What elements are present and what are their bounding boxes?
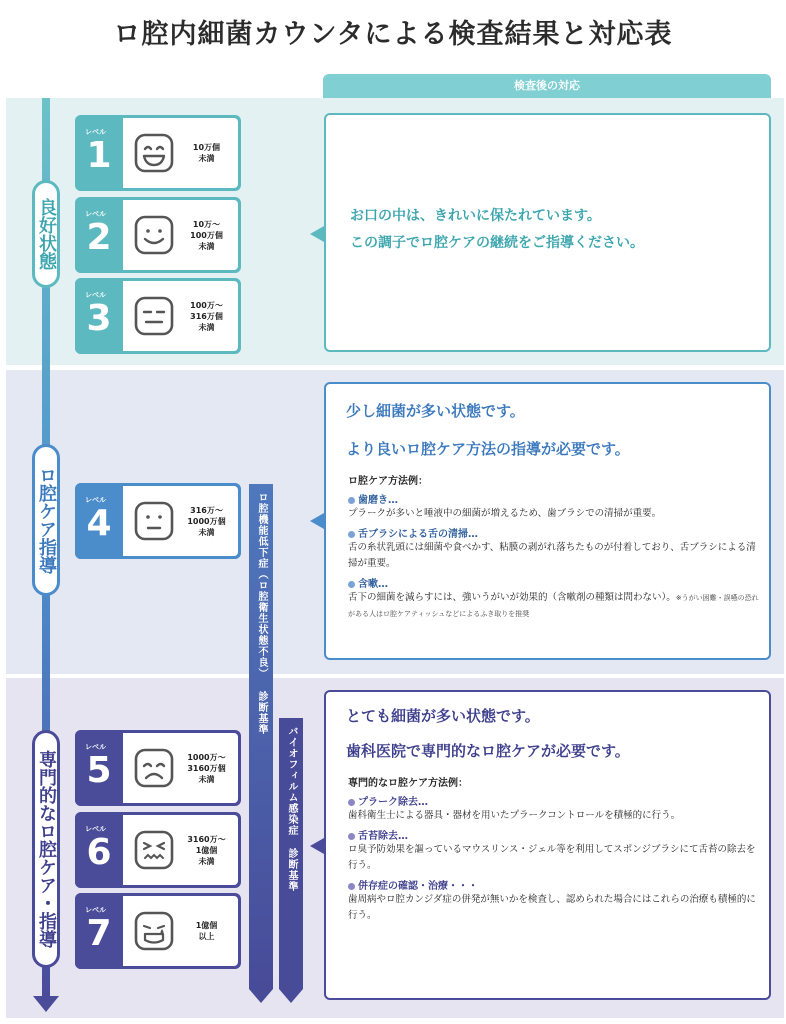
smile-face-icon (133, 214, 175, 256)
method-note: ※うがい困難・誤嚥の恐れがある人はロ腔ケアティッシュなどによるふき取りを推奨 (348, 594, 759, 618)
bacteria-count: 10万〜 100万個 未満 (190, 219, 223, 251)
method-desc: 舌下の細菌を減らすには、強いうがいが効果的（含嗽剤の種類は問わない）。 (348, 592, 676, 603)
bacteria-count: 316万〜 1000万個 未満 (187, 505, 226, 537)
page-title: ロ腔内細菌カウンタによる検査結果と対応表 (113, 19, 673, 50)
method-desc: 歯周病やロ腔カンジダ症の併発が無いかを検査し、認められた場合にはこれらの治療も積極的に行う。 (348, 894, 756, 921)
method-label: 舌苔除去… (358, 831, 408, 842)
level-label: レベル (85, 825, 106, 833)
method-label: 併存症の確認・治療・・・ (358, 881, 478, 892)
method-desc: プラークが多いと唾液中の細菌が増えるため、歯ブラシでの清掃が重要。 (348, 508, 662, 519)
level-card-5 (75, 730, 241, 806)
response-heading: より良いロ腔ケア方法の指導が必要です。 (346, 440, 630, 458)
pointer-1 (310, 226, 324, 242)
level-number: 5 (86, 750, 112, 791)
bacteria-count: 1000万〜 3160万個 未満 (187, 752, 226, 784)
criteria-bar-tip (249, 989, 273, 1003)
level-number: 2 (86, 217, 112, 258)
bullet-icon (348, 497, 355, 504)
level-number: 6 (86, 832, 112, 873)
group-label-guidance: ロ腔ケア指導 (32, 444, 60, 596)
crying-face-icon (133, 910, 175, 952)
method-desc: 舌の糸状乳頭には細菌や食べかす、粘膜の剥がれ落ちたものが付着しており、舌ブラシによる清掃が重要。 (348, 542, 756, 569)
column-header: 検査後の対応 (323, 74, 771, 98)
response-box-guidance (324, 382, 771, 660)
level-label: レベル (85, 210, 106, 218)
level-card-1 (75, 115, 241, 191)
method-desc: ロ臭予防効果を謳っているマウスリンス・ジェル等を利用してスポンジブラシにて舌苔の除去を行う。 (348, 844, 756, 871)
bacteria-count: 10万個 未満 (192, 143, 221, 163)
response-box-expert (324, 690, 771, 1000)
distressed-face-icon (133, 829, 175, 871)
method-subheading: ロ腔ケア方法例： (348, 476, 428, 487)
bacteria-count: 3160万〜 1億個 未満 (187, 834, 226, 866)
criteria-bar-tip (279, 989, 303, 1003)
method-label: 歯磨き… (358, 495, 398, 506)
bullet-icon (348, 581, 355, 588)
scale-arrow-head (33, 996, 59, 1012)
pointer-3 (310, 838, 324, 854)
plain-face-icon (133, 500, 175, 542)
bullet-icon (348, 799, 355, 806)
level-label: レベル (85, 743, 106, 751)
method-desc: 歯科衛生士による器具・器材を用いたプラークコントロールを積極的に行う。 (348, 810, 681, 821)
level-card-6 (75, 812, 241, 888)
response-heading: 少し細菌が多い状態です。 (346, 402, 525, 420)
level-card-3 (75, 278, 241, 354)
response-heading: とても細菌が多い状態です。 (346, 707, 540, 725)
level-number: 4 (86, 503, 112, 544)
bullet-icon (348, 531, 355, 538)
group-label-good: 良好状態 (32, 180, 60, 288)
bullet-icon (348, 883, 355, 890)
response-box-good (324, 113, 771, 352)
level-label: レベル (85, 128, 106, 136)
response-line: この調子でロ腔ケアの継続をご指導ください。 (350, 235, 644, 251)
worried-face-icon (133, 747, 175, 789)
level-card-2 (75, 197, 241, 273)
level-number: 1 (86, 135, 112, 176)
level-label: レベル (85, 291, 106, 299)
neutral-face-icon (133, 295, 175, 337)
method-label: プラーク除去… (358, 797, 428, 808)
level-card-4 (75, 483, 241, 559)
bacteria-count: 1億個 以上 (195, 921, 218, 941)
pointer-2 (310, 513, 324, 529)
group-label-expert: 専門的なロ腔ケア・指導 (32, 730, 60, 968)
method-subheading: 専門的なロ腔ケア方法例： (348, 778, 468, 789)
level-label: レベル (85, 906, 106, 914)
level-card-7 (75, 893, 241, 969)
criteria-bar-oral-hypofunction: ロ腔機能低下症（ロ腔衛生状態不良） 診断基準 (249, 484, 273, 989)
method-label: 含嗽… (358, 579, 388, 590)
bullet-icon (348, 833, 355, 840)
method-label: 舌ブラシによる舌の清掃… (358, 529, 478, 540)
level-number: 3 (86, 298, 112, 339)
response-heading: 歯科医院で専門的なロ腔ケアが必要です。 (346, 742, 630, 760)
bacteria-count: 100万〜 316万個 未満 (190, 300, 223, 332)
level-label: レベル (85, 496, 106, 504)
response-line: お口の中は、きれいに保たれています。 (350, 208, 601, 224)
criteria-bar-biofilm: バイオフィルム感染症 診断基準 (279, 718, 303, 989)
level-number: 7 (86, 913, 112, 954)
big-smile-face-icon (133, 132, 175, 174)
